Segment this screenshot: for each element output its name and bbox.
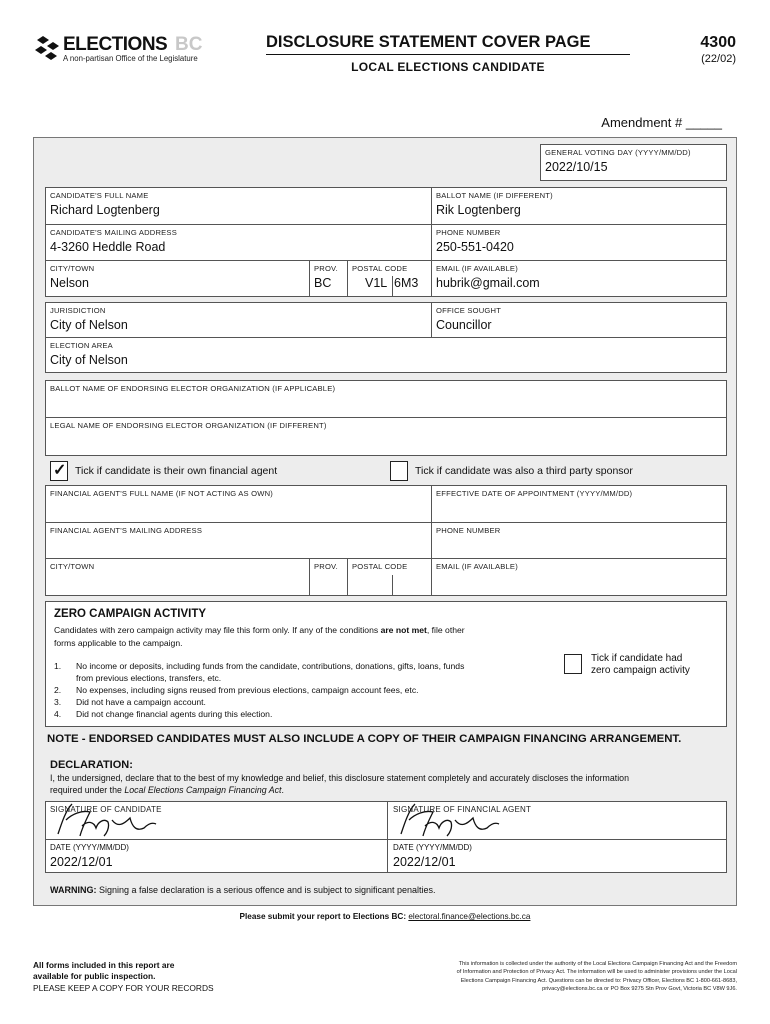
list-item [54,661,554,672]
office-sought-value: Councillor [436,318,492,332]
submit-line [0,912,770,921]
footer-right-3: Elections Campaign Financing Act. Questions can be directed to: Privacy Officer, Elections BC 1-800-661-8683, [460,977,737,984]
list-item-text: Did not change financial agents during this election. [76,709,273,719]
list-item-number: 1. [54,661,62,671]
zero-activity-box [45,601,727,727]
candidate-mailing-field[interactable] [46,225,432,261]
candidate-full-name-label: CANDIDATE'S FULL NAME [50,191,149,200]
list-item-number: 2. [54,685,62,695]
zero-intro-part2: , file other [426,625,465,635]
agent-phone-field[interactable] [432,523,727,559]
footer-right-1: This information is collected under the authority of the Local Elections Campaign Financing Act and the Freedom [458,961,737,967]
agent-mailing-field[interactable] [46,523,432,559]
agent-date-field[interactable] [432,486,727,523]
zero-tick-line-1: Tick if candidate had [591,653,683,664]
date-agent-label: DATE (YYYY/MM/DD) [393,843,472,852]
agent-postal-label: POSTAL CODE [352,562,408,571]
candidate-section [45,187,727,297]
election-area-value: City of Nelson [50,353,128,367]
list-item-text: No expenses, including signs reused from previous elections, campaign account fees, etc. [76,685,419,695]
form-subtitle: LOCAL ELECTIONS CANDIDATE [351,60,545,74]
agent-phone-label: PHONE NUMBER [436,526,501,535]
amendment-number: Amendment # _____ [601,115,722,130]
candidate-prov-value: BC [314,276,332,290]
candidate-city-field[interactable] [46,261,310,297]
candidate-phone-value: 250-551-0420 [436,240,514,254]
candidate-mailing-value: 4-3260 Heddle Road [50,240,166,254]
date-candidate-value: 2022/12/01 [50,855,113,869]
list-item-text: from previous elections, transfers, etc. [76,673,222,683]
footer-left [33,960,214,994]
org-ballot-name-label: BALLOT NAME OF ENDORSING ELECTOR ORGANIZATION (IF APPLICABLE) [50,384,336,393]
declaration-text-end: . [281,785,284,795]
jurisdiction-value: City of Nelson [50,318,128,332]
ballot-name-value: Rik Logtenberg [436,203,521,217]
signature-section [45,801,727,873]
warning-bold: WARNING: [50,885,97,895]
election-area-field[interactable] [46,338,727,373]
candidate-signature-icon [52,802,162,840]
voting-day-value: 2022/10/15 [545,160,608,174]
submit-text: Please submit your report to Elections BC: [239,912,409,921]
footer-right-4: privacy@elections.bc.ca or PO Box 9275 Stn Prov Govt, Victoria BC V8W 9J6. [542,985,737,992]
list-item [54,697,554,708]
third-party-checkbox[interactable] [390,461,408,481]
agent-prov-label: PROV. [314,562,338,571]
candidate-full-name-value: Richard Logtenberg [50,203,160,217]
ballot-name-label: BALLOT NAME (IF DIFFERENT) [436,191,553,200]
list-item [54,685,554,696]
declaration-title: DECLARATION: [50,759,133,771]
sig-candidate-label: SIGNATURE OF CANDIDATE [50,805,162,814]
agent-signature-icon [395,802,505,840]
ballot-name-field[interactable] [432,188,727,225]
own-agent-checkbox[interactable] [50,461,68,481]
election-area-label: ELECTION AREA [50,341,113,350]
logo-mark-icon [33,36,63,62]
list-item-text: No income or deposits, including funds from the candidate, contributions, donations, gifts, loans, funds [76,661,465,671]
footer-right [380,960,737,993]
candidate-city-label: CITY/TOWN [50,264,95,273]
list-item-text: Did not have a campaign account. [76,697,206,707]
jurisdiction-section [45,302,727,373]
voting-day-label: GENERAL VOTING DAY (YYYY/MM/DD) [545,148,691,157]
org-ballot-name-field[interactable] [46,381,727,418]
voting-day-field[interactable] [540,144,727,181]
warning-text [50,885,436,895]
postal-divider [392,276,393,296]
footer-right-2: of Information and Protection of Privacy Act. The information will be used to administer provisions under the Local [456,969,737,976]
form-version: (22/02) [701,53,736,65]
candidate-city-value: Nelson [50,276,89,290]
candidate-email-value: hubrik@gmail.com [436,276,540,290]
footer-left-3: PLEASE KEEP A COPY FOR YOUR RECORDS [33,983,214,993]
candidate-postal-field[interactable] [348,261,432,297]
candidate-postal-b: 6M3 [394,276,419,290]
agent-email-label: EMAIL (IF AVAILABLE) [436,562,518,571]
candidate-prov-label: PROV. [314,264,338,273]
declaration-text-lead: required under the [50,785,125,795]
elections-bc-logo [33,34,213,66]
warning-body: Signing a false declaration is a serious offence and is subject to significant penalties. [99,885,436,895]
agent-city-label: CITY/TOWN [50,562,95,571]
organization-section [45,380,727,456]
org-legal-name-label: LEGAL NAME OF ENDORSING ELECTOR ORGANIZATION (IF DIFFERENT) [50,421,327,430]
declaration-act: Local Elections Campaign Financing Act [124,785,282,795]
logo-tagline: A non-partisan Office of the Legislature [63,54,198,63]
zero-tick-line-2: zero campaign activity [591,665,690,676]
list-item [54,673,554,684]
declaration-text-2 [50,785,284,795]
logo-name: ELECTIONS [63,34,168,55]
org-legal-name-field[interactable] [46,418,727,456]
declaration-text-1: I, the undersigned, declare that to the best of my knowledge and belief, this disclosure statement completely and accurately discloses the information [50,773,629,783]
candidate-phone-field[interactable] [432,225,727,261]
zero-intro-part1: Candidates with zero campaign activity may file this form only. If any of the conditions [54,625,381,635]
own-agent-label: Tick if candidate is their own financial agent [75,465,278,477]
candidate-mailing-label: CANDIDATE'S MAILING ADDRESS [50,228,177,237]
footer-left-1: All forms included in this report are [33,960,175,970]
office-sought-field[interactable] [432,303,727,338]
office-sought-label: OFFICE SOUGHT [436,306,502,315]
sig-agent-label: SIGNATURE OF FINANCIAL AGENT [393,805,532,814]
list-item [54,709,554,720]
agent-name-field[interactable] [46,486,432,523]
form-title: DISCLOSURE STATEMENT COVER PAGE [266,33,630,55]
jurisdiction-label: JURISDICTION [50,306,106,315]
agent-date-label: EFFECTIVE DATE OF APPOINTMENT (YYYY/MM/DD) [436,489,633,498]
agent-postal-field[interactable] [348,559,432,596]
agent-postal-divider [392,575,393,595]
candidate-phone-label: PHONE NUMBER [436,228,501,237]
zero-intro-bold: are not met [380,625,427,635]
zero-activity-intro [54,625,465,635]
candidate-full-name-field[interactable] [46,188,432,225]
checkmark-icon: ✓ [53,462,67,479]
candidate-postal-a: V1L [365,276,388,290]
agent-prov-field[interactable] [310,559,348,596]
date-candidate-label: DATE (YYYY/MM/DD) [50,843,129,852]
agent-mailing-label: FINANCIAL AGENT'S MAILING ADDRESS [50,526,203,535]
form-number: 4300 [700,34,736,51]
date-agent-value: 2022/12/01 [393,855,456,869]
endorsed-note: NOTE - ENDORSED CANDIDATES MUST ALSO INCLUDE A COPY OF THEIR CAMPAIGN FINANCING ARRANGEMENT. [47,733,682,745]
agent-name-label: FINANCIAL AGENT'S FULL NAME (IF NOT ACTING AS OWN) [50,489,273,498]
footer-left-2: available for public inspection. [33,971,156,981]
candidate-email-field[interactable] [432,261,727,297]
candidate-postal-label: POSTAL CODE [352,264,408,273]
candidate-email-label: EMAIL (IF AVAILABLE) [436,264,518,273]
agent-section [45,485,727,596]
third-party-label: Tick if candidate was also a third party sponsor [415,465,633,477]
zero-activity-title: ZERO CAMPAIGN ACTIVITY [54,608,207,620]
list-item-number: 3. [54,697,62,707]
candidate-prov-field[interactable] [310,261,348,297]
zero-activity-checkbox[interactable] [564,654,582,674]
logo-suffix: BC [175,34,203,55]
zero-intro-part3: forms applicable to the campaign. [54,638,183,648]
submit-email-link[interactable]: electoral.finance@elections.bc.ca [408,912,531,921]
list-item-number: 4. [54,709,62,719]
sig-divider [387,802,388,872]
agent-city-field[interactable] [46,559,310,596]
agent-email-field[interactable] [432,559,727,596]
jurisdiction-field[interactable] [46,303,432,338]
